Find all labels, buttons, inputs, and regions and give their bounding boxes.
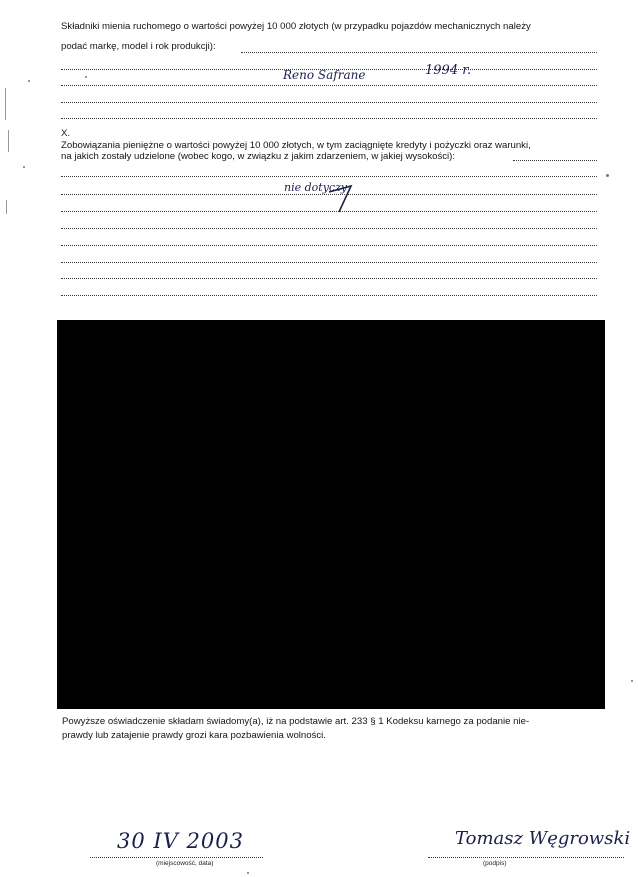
- answer-line: [61, 245, 597, 246]
- handwritten-year: 1994 r.: [425, 63, 472, 78]
- scan-speck: [85, 76, 87, 78]
- answer-line: [61, 295, 597, 296]
- movable-property-prompt-line1: Składniki mienia ruchomego o wartości powyżej 10 000 złotych (w przypadku pojazdów mechanicznych należy: [61, 21, 531, 32]
- handwritten-place-date: 30 IV 2003: [117, 829, 244, 853]
- answer-line: [241, 52, 597, 53]
- answer-line: [61, 228, 597, 229]
- scan-speck: [606, 174, 609, 177]
- scan-edge-mark: [6, 200, 7, 214]
- scan-edge-mark: [8, 130, 9, 152]
- answer-line: [61, 262, 597, 263]
- answer-line: [61, 102, 597, 103]
- liabilities-prompt-line2: na jakich zostały udzielone (wobec kogo, w związku z jakim zdarzeniem, w jakiej wysokości):: [61, 151, 456, 162]
- answer-line: [61, 118, 597, 119]
- section-x-number: X.: [61, 128, 71, 139]
- scan-speck: [631, 680, 633, 682]
- handwritten-not-applicable: nie dotyczy: [284, 181, 348, 194]
- signature-caption: (podpis): [483, 860, 507, 867]
- liabilities-prompt-line1: Zobowiązania pieniężne o wartości powyżej 10 000 złotych, w tym zaciągnięte kredyty i pożyczki oraz warunki,: [61, 140, 531, 151]
- handwritten-vehicle: Reno Safrane: [283, 68, 366, 82]
- answer-line: [61, 211, 597, 212]
- place-date-caption: (miejscowość, data): [156, 860, 214, 867]
- place-date-line: [90, 857, 263, 858]
- declaration-line2: prawdy lub zatajenie prawdy grozi kara pozbawienia wolności.: [62, 730, 326, 741]
- declaration-line1: Powyższe oświadczenie składam świadomy(a), iż na podstawie art. 233 § 1 Kodeksu karnego za podanie nie-: [62, 716, 530, 727]
- signature-line: [428, 857, 624, 858]
- redacted-block: [57, 320, 605, 709]
- answer-line: [61, 176, 597, 177]
- scan-edge-mark: [5, 88, 6, 120]
- scan-speck: [28, 80, 30, 82]
- scan-speck: [247, 872, 249, 874]
- answer-line: [61, 278, 597, 279]
- movable-property-prompt-line2: podać markę, model i rok produkcji):: [61, 41, 216, 52]
- handwritten-signature: Tomasz Węgrowski: [455, 828, 631, 849]
- scan-speck: [23, 166, 25, 168]
- answer-line: [61, 85, 597, 86]
- answer-line: [513, 160, 597, 161]
- answer-line: [61, 194, 597, 195]
